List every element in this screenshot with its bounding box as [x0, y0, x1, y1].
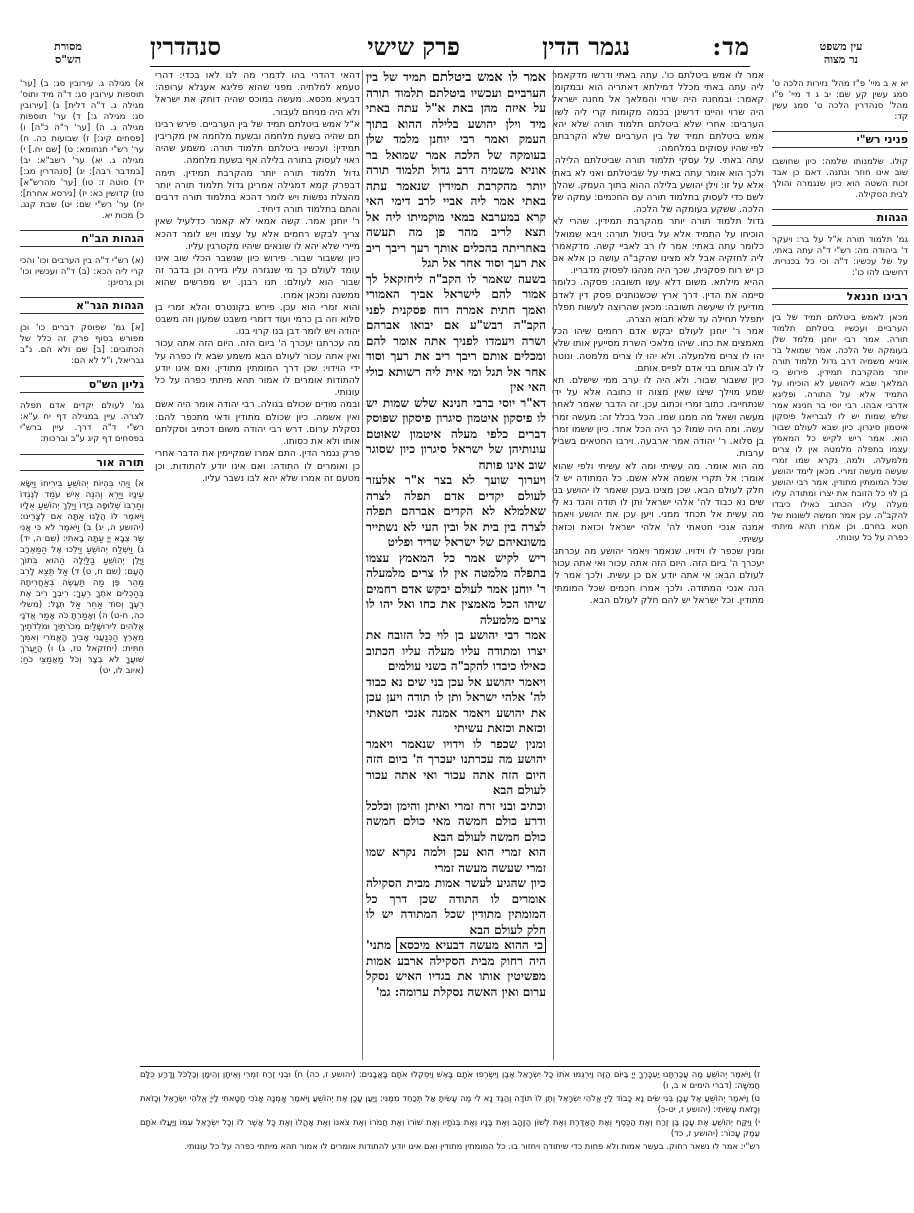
- hagahot-title: הגהות: [772, 209, 908, 226]
- footnote-paragraph: י) וַיִּקַּח יְהוֹשֻׁעַ אֶת עָכָן בֶּן זֶרַח וְאֶת הַכֶּסֶף וְאֶת הָאַדֶּרֶת וְאֶת לְשׁוֹן הַזָּהָב וְאֶת בָּנָיו וְאֶת בְּנֹתָיו וְאֶת שׁוֹרוֹ וְאֶת חֲמֹרוֹ וְאֶת צֹאנוֹ וְאֶת אָהֳלוֹ וְאֶת כָּל אֲשֶׁר לוֹ וְכָל יִשְׂרָאֵל עִמּוֹ וַיַּעֲלוּ אֹתָם עֵמֶק עָכוֹר: (יהושע ז, כד): [140, 1117, 760, 1138]
- hagahot-habach-text: (א) רש"י ד"ה בין הערבים וכו' והכי קרי ליה הכא: (ב) ד"ה ועכשיו וכו' וכן גרסינן:: [20, 255, 144, 288]
- tosafot-column: [155, 70, 360, 1050]
- gemara-paragraph: דא"ר יוסי ברבי חנינא שלש שמות יש לו פיסקון איטמון סיגרון פיסקון שפוסק דברים כלפי מעלה איטמון שאוטם עונותיהן של ישראל סיגרון כיון שסוגר שוב אינו פותח: [366, 395, 546, 472]
- rabbeinu-chananel-title: רבינו חננאל: [772, 288, 908, 305]
- gemara-paragraph: כיון שהגיע לעשר אמות מבית הסקילה אומרים לו התודה שכן דרך כל המומתין מתודין שכל המתודה יש לו חלק לעולם הבא: [366, 876, 546, 937]
- rabbeinu-chananel-text: מכאן לאמש ביטלתם תמיד של בין הערביים ועכשיו ביטלתם תלמוד תורה. אמר רבי יוחנן מלמד שלן בעומקה של הלכה. אמר שמואל בר אוניא משמיה דרב גדול תלמוד תורה יותר מהקרבת תמידין. פירוש כי המלאך שבא ליהושע לא הוכיחו על התמיד אלא על התורה. ופליגא אדרבי אבהו. רבי יוסי בר חנינא אמר שלש שמות יש לו לגבריאל פיסקון איטמון סיגרון. כיון שבא לעולם שבור הוא. אמר ריש לקיש כל המאמץ עצמו בתפלה מלמטה אין לו צרים מלמעלה. ולמה נקרא שמו זמרי שעשה מעשה זמרי. מכאן לימד יהושע שכל המומתין מתודין. אמר רבי יהושע בן לוי כל הזובח את יצרו ומתודה עליו מעלה עליו הכתוב כאילו כיבדו להקב"ה. עכן אמר חמשה לשונות של חטא בחרם. וכן אמרו תהא מיתתי כפרה על כל עונותי.: [772, 313, 908, 544]
- rashi-paragraph: עתה באתי. על עסקי תלמוד תורה שביטלתם הלילה, ולכך הוא אומר עתה באתי על שביטלתם ואני לא באתי אלא על זו: וילן יהושע בלילה ההוא בתוך העמק. שהלך לשם כדי לעסוק בתלמוד תורה עם החכמים: עמקה של הלכה. ששקע בעומקה של הלכה.: [552, 155, 764, 216]
- left-margin: [20, 70, 144, 1060]
- header-rule: [150, 66, 750, 67]
- mishnah-banner: כי ההוא מעשה דבעיא מיכסא: [396, 937, 546, 953]
- masoret-hashas-header: מסורת הש"ס: [54, 40, 82, 66]
- footnote-paragraph: ז) וַיֹּאמֶר יְהוֹשֻׁעַ מֶה עֲכַרְתָּנוּ יַעְכָּרְךָ יְיָ בַּיּוֹם הַזֶּה וַיִּרְגְּמוּ אֹתוֹ כָל יִשְׂרָאֵל אֶבֶן וַיִּשְׂרְפוּ אֹתָם בָּאֵשׁ וַיִּסְקְלוּ אֹתָם בָּאֲבָנִים: (יהושע ז, כה) ח) וּבְנֵי זֶרַח זִמְרִי וְאֵיתָן וְהֵימָן וְכַלְכֹּל וָדָרַע כֻּלָּם חֲמִשָּׁה: (דברי הימים א ב, ו): [140, 1069, 760, 1090]
- masoret-hashas-text: א) מגילה ג. עירובין סג: ב) [ער' תוספות עירובין סג: ד"ה מיד ותוס' מגילה ג. ד"ה דלית] ג) [עירובין סג: מגילה ג:] ד) ער' תוספות מגילה ג. ה) [ער' ר"ה כ"ה] ו) [פסחים קיג:] ז) שבועות כה. ח) ער' רש"י תנחומא: ט) [שם יח.] י) מגילה ג. יא) ער' רשב"א: יב) [במדבר רבה]: יג) [סנהדרין מג:] יד) סוטה ז: טו) [ער' מהרש"א] טז) קדושין כא: יז) [גירסא אחרת]: יח) ער' רש"י שם: יט) שבת קנג. כ) מכות יא.: [20, 78, 144, 221]
- chapter-number: פרק שישי: [367, 32, 460, 61]
- bottom-footnotes: [140, 1066, 760, 1197]
- tosafot-paragraph: והוא זמרי הוא עכן. פירש בקונטרס והלא זמרי בן סלוא וזה בן כרמי ועוד דזמרי משבט שמעון וזה משבט יהודה ויש לומר דבן בנו קרוי בנו.: [155, 301, 360, 338]
- hagahot-habach-title: הגהות הב"ח: [20, 230, 144, 247]
- pninei-rashi-title: פניני רש"י: [772, 131, 908, 148]
- daf-number: מד:: [712, 32, 750, 61]
- tosafot-paragraph: דהאי דהדרי בהו לדמרי מה לנו לאו בכדי: דהרי טעמא למלתיה. מפני שהוא פליגא אעגלא ערופה: דבעיא מכסא. מעשה במוכס שהיה דוחק את ישראל ולא היה מניחם לעבור.: [155, 70, 360, 118]
- hagahot-hagra-text: [א] גמ' שפוסק דברים כו' וכן מפורש בסוף פרק זה כלל של הכתובים: [ב] שם ולא הם. נ"ב גבריאל, ו"ל לא הם:: [20, 322, 144, 366]
- rashi-paragraph: מה הוא אומר. מה עשיתי ומה לא עשיתי ולפי שהוא אומר: אל תקרי אשמה אלא אשם. כל המתודה יש לו חלק לעולם הבא. שכן מצינו בעכן שאמר לו יהושע בני שים נא כבוד לה' אלהי ישראל ותן לו תודה והגד נא לי מה עשית אל תכחד ממני. ויען עכן את יהושע ויאמר אמנה אנכי חטאתי לה' אלהי ישראל וכזאת וכזאת עשיתי.: [552, 460, 764, 545]
- hagahot-text: גמ' תלמוד תורה א"ל על בר: ויעקר ד' ביהודה מה: רש"י ד"ה עתה באתי. על של עכשיו: ד"ה וכי כל בכנרית. דחשיבו להו כו':: [772, 234, 908, 278]
- footnote-paragraph: רש"י: אמר לו נשאר רחוק. בעשר אמות ולא פחות כדי שיתודה ויחזור בו. כל המומתין מתודין ואם אינו יודע להתודות אומרים לו אמור תהא מיתתי כפרה על כל עונותי.: [184, 1141, 760, 1151]
- chapter-title: נגמר הדין: [542, 32, 630, 61]
- rashi-paragraph: גדול תלמוד תורה יותר מהקרבת תמידין. שהרי לא הוכיחו על התמיד אלא על ביטול תורה: ויבא שמואל. כלומר עתה באתי: אמר לו רב לאביי קשה. מדקאמרי ליה לחזקיה אבל לא מצינו שהקב"ה עושה כן אלא אם כן יש רוח פסקנית, שכך היה מנהגו לפסוק מדבריו.: [552, 216, 764, 277]
- rashi-paragraph: אמר ר' יוחנן לעולם יבקש אדם רחמים שיהו הכל מאמצים את כחו. שיהו מלאכי השרת מסייעין אותו שלא יהו לו צרים מלמעלה. ולא יהו לו צרים מלמטה. ונוטה לו לב אותם בני אדם לפייס אותם.: [552, 326, 764, 374]
- hagahot-hagra-title: הגהות הגר"א: [20, 297, 144, 314]
- tosafot-paragraph: מה עכרתנו יעכרך ה' ביום הזה. היום הזה אתה עכור ואין אתה עכור לעולם הבא משמע שבא לו כפרה על ידי הוידוי: שכן דרך המומתין מתודין. ואם אינו יודע להתודות אומרים לו אמור תהא מיתתי כפרה על כל עונותי.: [155, 338, 360, 399]
- rashi-paragraph: ההיא מילתא. משום דלא עשו תשובה: פסקה. כלומר סיימה את הדין. דרך ארץ שכשנותנים פסק דין לאדם מודיעין לו שיעשה תשובה: מכאן שהרוצה לעשות תפלה יתפלל תחילה עד שלא תבוא הצרה.: [552, 277, 764, 326]
- gemara-paragraph: אמר רבי יהושע בן לוי כל הזובח את יצרו ומתודה עליו מעלה עליו הכתוב כאילו כיבדו להקב"ה בשני עולמים: [366, 628, 546, 673]
- gemara-paragraph: ויערוך שועך לא בצר א"ר אלעזר לעולם יקדים אדם תפלה לצרה שאלמלא לא הקדים אברהם תפלה לצרה בין בית אל ובין העי לא נשתייר משונאיהם של ישראל שריד ופליט: [366, 473, 546, 549]
- gemara-column: [366, 70, 546, 1050]
- ein-mishpat-text: יא א ב מיי' פ"ז מהל' נזירות הלכה ט' סמג עשין קע שם: יב ג ד מיי' פ"ו מהל' סנהדרין הלכה ט' סמג עשין קד:: [772, 78, 908, 122]
- rashi-column: [552, 70, 764, 1050]
- gilyon-hashas-title: גליון הש"ס: [20, 376, 144, 393]
- torah-or-title: תורה אור: [20, 454, 144, 471]
- page-header: [150, 32, 750, 62]
- rashi-paragraph: ומנין שכפר לו וידויו. שנאמר ויאמר יהושע מה עכרתנו יעכרך ה' ביום הזה. היום הזה אתה עכור ואי אתה עכור לעולם הבא: אי אתה יודע אם כן עשית. ולכך אמר לו הנה אנכי המתודה. ולכך אמרו חכמים שכל המומתין מתודין. וכל ישראל יש להם חלק לעולם הבא.: [552, 545, 764, 606]
- gemara-paragraph: ויאמר יהושע אל עכן בני שים נא כבוד לה' אלהי ישראל ותן לו תודה ויען עכן את יהושע ויאמר אמנה אנכי חטאתי וכזאת וכזאת עשיתי: [366, 674, 546, 735]
- gemara-lead-words: אמר לו אמש ביטלתם: [431, 70, 546, 85]
- tosafot-paragraph: א"ל אמש ביטלתם תמיד של בין הערביים. פירש רבינו תם שהיה בשעת מלחמה ובשעת מלחמה אין מקריבין תמידין: ועכשיו ביטלתם תלמוד תורה. משמע שהיה ראוי לעסוק בתורה בלילה אף בשעת מלחמה.: [155, 118, 360, 167]
- footnote-paragraph: ט) וַיֹּאמֶר יְהוֹשֻׁעַ אֶל עָכָן בְּנִי שִׂים נָא כָבוֹד לַייָ אֱלֹהֵי יִשְׂרָאֵל וְתֶן לוֹ תוֹדָה וְהַגֶּד נָא לִי מֶה עָשִׂיתָ אַל תְּכַחֵד מִמֶּנִּי: וַיַּעַן עָכָן אֶת יְהוֹשֻׁעַ וַיֹּאמַר אָמְנָה אָנֹכִי חָטָאתִי לַייָ אֱלֹהֵי יִשְׂרָאֵל וְכָזֹאת וְכָזֹאת עָשִׂיתִי: (יהושע ז, יט-כ): [140, 1093, 760, 1114]
- mishnah-label: מתני': [366, 938, 392, 952]
- torah-or-text: א) וַיְהִי בִּהְיוֹת יְהוֹשֻׁעַ בִּירִיחוֹ וַיִּשָּׂא עֵינָיו וַיַּרְא וְהִנֵּה אִישׁ עֹמֵד לְנֶגְדּוֹ וְחַרְבּוֹ שְׁלוּפָה בְּיָדוֹ וַיֵּלֶךְ יְהוֹשֻׁעַ אֵלָיו וַיֹּאמֶר לוֹ הֲלָנוּ אַתָּה אִם לְצָרֵינוּ: (יהושע ה, יג) ב) וַיֹּאמֶר לֹא כִּי אֲנִי שַׂר צְבָא יְיָ עַתָּה בָאתִי: (שם ה, יד) ג) וַיִּשְׁלַח יְהוֹשֻׁעַ וַיֵּלְכוּ אֶל הַמַּאְרָב וַיָּלֶן יְהוֹשֻׁעַ בַּלַּיְלָה הַהוּא בְּתוֹךְ הָעָם: (שם ח, ט) ד) אַל תֵּצֵא לָרִב מַהֵר פֶּן מַה תַּעֲשֶׂה בְּאַחֲרִיתָהּ בְּהַכְלִים אֹתְךָ רֵעֶךָ: רִיבְךָ רִיב אֶת רֵעֶךָ וְסוֹד אַחֵר אַל תְּגָל: (משלי כה, ח-ט) ה) וְאָמַרְתָּ כֹּה אָמַר אֲדֹנָי אֱלֹהִים לִירוּשָׁלַיִם מְכֹרֹתַיִךְ וּמֹלְדֹתַיִךְ מֵאֶרֶץ הַכְּנַעֲנִי אָבִיךְ הָאֱמֹרִי וְאִמֵּךְ חִתִּית: (יחזקאל טז, ג) ו) הֲיַעֲרֹךְ שׁוּעֲךָ לֹא בְצָר וְכֹל מַאֲמַצֵּי כֹחַ: (איוב לו, יט): [20, 479, 144, 677]
- gemara-paragraph: ריש לקיש אמר כל המאמץ עצמו בתפלה מלמטה אין לו צרים מלמעלה ר' יוחנן אמר לעולם יבקש אדם רחמים שיהו הכל מאמצין את כחו ואל יהו לו צרים מלמעלה: [366, 550, 546, 627]
- right-margin: [772, 70, 908, 1060]
- rashi-paragraph: אמר לו אמש ביטלתם כו'. עתה באתי ודרשו מדקאמר ליה עתה באתי מכלל דמילתא דאתריה הוא ובמקומו קאמר: ובמחנה היה שרוי והמלאך אל מחנה ישראל היה שרוי והיינו דרשינן בכמה מקומות קרי ליה לשון הערבים: אחרי שלא ביטלתם תלמוד תורה שלא יהא אמש ביטלתם תמיד של בין הערביים שלא הקרבתם לפי שהיו עסוקים במלחמה.: [552, 70, 764, 155]
- gilyon-hashas-text: גמ' לעולם יקדים אדם תפלה לצרה. עיין במגילה דף יח ע"א: רש"י ד"ה דרך. עיין ברש"י בפסחים דף קיג ע"ב וברכות:: [20, 401, 144, 445]
- gemara-paragraph: בשעה שאמר לו הקב"ה ליחזקאל לך אמור להם לישראל אביך האמורי ואמך חתית אמרה רוח פסקנית לפני הקב"ה רבש"ע אם יבואו אברהם ושרה ויעמדו לפניך אתה אומר להם ומכלים אותם ריבך ריב את רעך וסוד אחר אל תגל ומי אית ליה רשותא כולי האי אין: [366, 271, 546, 394]
- tosafot-paragraph: כיון ששבור שבור. פירוש כיון שנשבר הכלי שוב אינו עומד לעולם כך מי שנגזרה עליו גזירה וכן בדבר זה שבור הוא לעולם: תנו רבנן. יש מפרשים שהוא ממשנה ומכאן אמרו.: [155, 253, 360, 301]
- tosafot-paragraph: ובמה מודים שכולם בגולה. רבי יהודה אומר היה אשם ואין אשמה. כיון שכולם מתודין ודאי מתכפר להם: נסקלת ערום. דרש רבי יהודה משום דכתיב וסקלתם אותו ולא את כסותו.: [155, 399, 360, 448]
- tosafot-paragraph: ר' יוחנן אמר. קשה אמאי לא קאמר כדלעיל שאין צריך לבקש רחמים אלא על עצמו ויש לומר דהכא מיירי שלא יהא לו שונאים שיהיו מקטרגין עליו.: [155, 216, 360, 252]
- rashi-paragraph: כיון ששבור שבור. ולא היה לו ערב ממי שישלם. תא שמע מוילך שיצו שאין מצוה זו כתובה אלא על ידי שנתחייבו. כתוב זמרי וכתוב עכן. זה הדבר שאמר לאחר מעשה ושאל מה ממנו שמו. הכל בכלל זה: מעשה זמרי עשה. ומה היה שמו? כך היה הכל אחד. כיון ששמו זמרי בן סלוא. ר' יהודה אמר ארבעה. וירבו החטאים בשביל ערבות.: [552, 375, 764, 460]
- gemara-paragraph: הוא זמרי הוא עכן ולמה נקרא שמו זמרי שעשה מעשה זמרי: [366, 845, 546, 875]
- gemara-paragraph: תמיד של בין הערביים ועכשיו ביטלתם תלמוד תורה על איזה מהן באת א"ל עתה באתי מיד וילן יהושע בלילה ההוא בתוך העמק ואמר רבי יוחנן מלמד שלן בעומקה של הלכה אמר שמואל בר אוניא משמיה דרב גדול תלמוד תורה יותר מהקרבת תמידין שנאמר עתה באתי אמר ליה אביי לרב דימי האי קרא במערבא במאי מוקמיתו ליה אל תצא לריב מהר פן מה תעשה באחריתה בהכלים אותך רעך ריבך ריב את רעך וסוד אחר אל תגל: [366, 70, 546, 270]
- ein-mishpat-header: עין משפט נר מצוה: [819, 40, 863, 66]
- gemara-paragraph: ומנין שכפר לו וידויו שנאמר ויאמר יהושע מה עכרתנו יעכרך ה' ביום הזה היום הזה אתה עכור ואי אתה עכור לעולם הבא: [366, 736, 546, 797]
- tractate-title: סנהדרין: [150, 32, 222, 61]
- pninei-rashi-text: קולו. שלמנותו שלמה: כיון שחושבו שוב אינו חוזר ונתנה. דאם כן אבד זכות השטה הוא כיון שנגמרה והולך לבית הסקילה.: [772, 156, 908, 200]
- mishnah-text: היה רחוק מבית הסקילה ארבע אמות מפשיטין אותו את בגדיו האיש נסקל ערום ואין האשה נסקלת ערומה: גמ': [366, 953, 546, 999]
- tosafot-paragraph: גדול תלמוד תורה יותר מהקרבת תמידין. תימה דבפרק קמא דמגילה אמרינן גדול תלמוד תורה יותר מהצלת נפשות ויש לומר דהכא בתלמוד תורה דרבים והתם בתלמוד תורה דיחיד.: [155, 167, 360, 216]
- tosafot-paragraph: פרק נגמר הדין. התם אמרו שמקיימין את הדבר אחרי כן ואומרים לו התודה: ואם אינו יודע להתודות. וכן מטעם זה אמרו שלא יהא לבו נשבר עליו.: [155, 448, 360, 484]
- gemara-paragraph: וכתיב ובני זרח זמרי ואיתן והימן וכלכל ודרע כולם חמשה מאי כולם חמשה כולם חמשה לעולם הבא: [366, 798, 546, 844]
